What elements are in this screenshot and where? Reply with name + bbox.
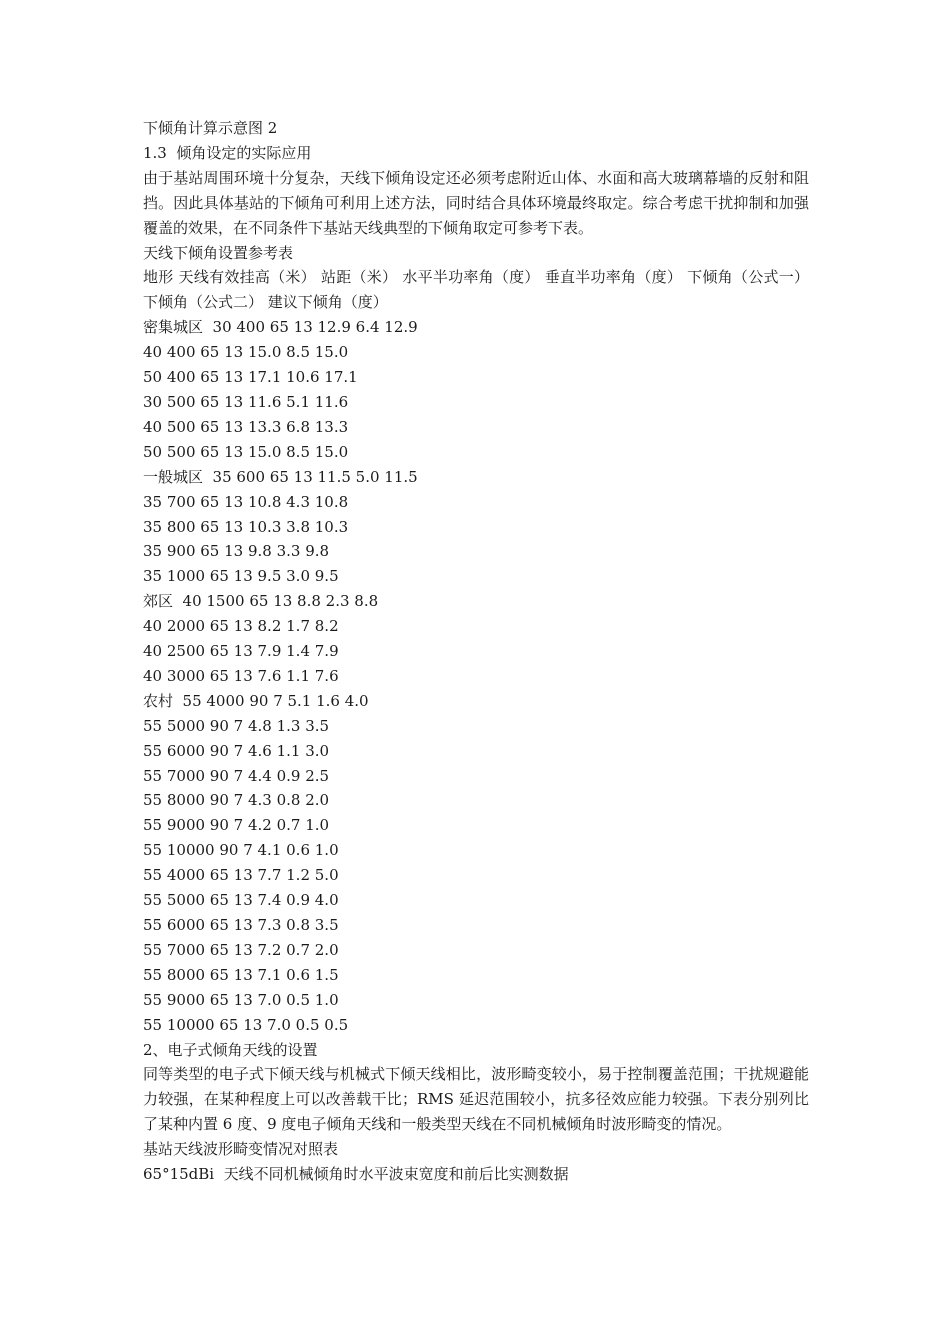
- table-row: 35 800 65 13 10.3 3.8 10.3: [143, 517, 349, 536]
- figure-caption: 下倾角计算示意图 2: [143, 119, 278, 137]
- section-heading-2: 2、电子式倾角天线的设置: [143, 1040, 318, 1059]
- table-row: 55 8000 65 13 7.1 0.6 1.5: [143, 965, 339, 984]
- table-row: 55 9000 65 13 7.0 0.5 1.0: [143, 990, 339, 1009]
- table-row: 55 10000 65 13 7.0 0.5 0.5: [143, 1015, 349, 1034]
- section-1-3-paragraph: 由于基站周围环境十分复杂，天线下倾角设定还必须考虑附近山体、水面和高大玻璃幕墙的反射和阻挡。因此具体基站的下倾角可利用上述方法，同时结合具体环境最终取定。综合考虑干扰抑制和加强覆盖的效果，在不同条件下基站天线典型的下倾角取定可参考下表。: [143, 168, 809, 237]
- table-row: 35 900 65 13 9.8 3.3 9.8: [143, 542, 330, 561]
- table1-header: 地形 天线有效挂高（米） 站距（米） 水平半功率角（度） 垂直半功率角（度） 下倾角（公式一） 下倾角（公式二） 建议下倾角（度）: [143, 268, 809, 312]
- table-row: 55 7000 65 13 7.2 0.7 2.0: [143, 940, 339, 959]
- table-row: 40 500 65 13 13.3 6.8 13.3: [143, 417, 349, 436]
- document-page: [143, 116, 809, 1187]
- table1-rows: [143, 315, 809, 1037]
- table-row: 30 500 65 13 11.6 5.1 11.6: [143, 392, 349, 411]
- table-row: 密集城区 30 400 65 13 12.9 6.4 12.9: [143, 318, 418, 337]
- section-2-paragraph: 同等类型的电子式下倾天线与机械式下倾天线相比，波形畸变较小，易于控制覆盖范围；干扰规避能力较强，在某种程度上可以改善载干比；RMS 延迟范围较小，抗多径效应能力较强。下表分别列比了某种内置 6 度、9 度电子倾角天线和一般类型天线在不同机械倾角时波形畸变的情况。: [143, 1065, 809, 1134]
- table-row: 40 2000 65 13 8.2 1.7 8.2: [143, 617, 339, 636]
- section-heading-1-3: 1.3 倾角设定的实际应用: [143, 143, 312, 162]
- table-row: 55 5000 65 13 7.4 0.9 4.0: [143, 891, 339, 910]
- table-row: 40 2500 65 13 7.9 1.4 7.9: [143, 642, 339, 661]
- table2-title: 基站天线波形畸变情况对照表: [143, 1140, 339, 1159]
- table-row: 55 6000 90 7 4.6 1.1 3.0: [143, 741, 330, 760]
- table-row: 35 700 65 13 10.8 4.3 10.8: [143, 492, 349, 511]
- table-row: 55 6000 65 13 7.3 0.8 3.5: [143, 916, 339, 934]
- table1-title: 天线下倾角设置参考表: [143, 243, 294, 262]
- table-row: 55 4000 65 13 7.7 1.2 5.0: [143, 866, 339, 885]
- table-row: 55 8000 90 7 4.3 0.8 2.0: [143, 791, 330, 810]
- table-row: 50 400 65 13 17.1 10.6 17.1: [143, 368, 358, 387]
- table-row: 55 10000 90 7 4.1 0.6 1.0: [143, 841, 339, 860]
- table-row: 一般城区 35 600 65 13 11.5 5.0 11.5: [143, 467, 418, 486]
- table-row: 55 7000 90 7 4.4 0.9 2.5: [143, 766, 330, 785]
- table-row: 50 500 65 13 15.0 8.5 15.0: [143, 442, 349, 461]
- table-row: 40 3000 65 13 7.6 1.1 7.6: [143, 666, 339, 685]
- table2-subtitle: 65°15dBi 天线不同机械倾角时水平波束宽度和前后比实测数据: [143, 1165, 569, 1184]
- table-row: 郊区 40 1500 65 13 8.8 2.3 8.8: [143, 592, 379, 611]
- table-row: 55 5000 90 7 4.8 1.3 3.5: [143, 716, 330, 735]
- table-row: 55 9000 90 7 4.2 0.7 1.0: [143, 816, 330, 835]
- table-row: 40 400 65 13 15.0 8.5 15.0: [143, 343, 349, 362]
- table-row: 35 1000 65 13 9.5 3.0 9.5: [143, 567, 339, 586]
- table-row: 农村 55 4000 90 7 5.1 1.6 4.0: [143, 691, 369, 710]
